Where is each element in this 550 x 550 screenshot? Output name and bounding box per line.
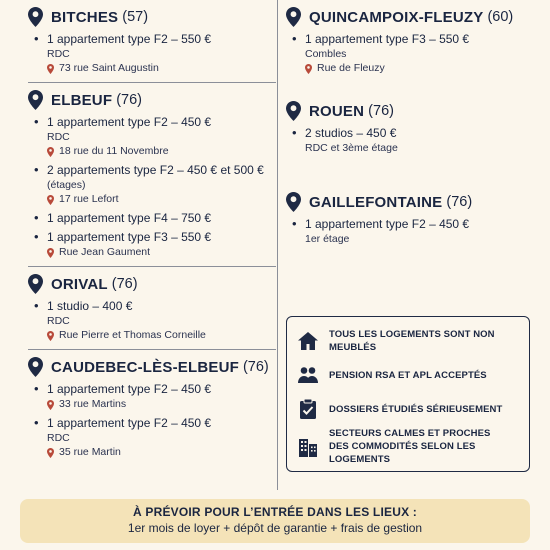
listing-detail: (étages) — [47, 179, 86, 191]
info-text: SECTEURS CALMES ET PROCHES DES COMMODITÉS SELON LES LOGEMENTS — [329, 428, 491, 465]
right-column — [286, 6, 536, 246]
listing-title: 1 appartement type F2 – 450 € — [47, 382, 212, 396]
location-pin-icon — [28, 274, 43, 294]
section-separator — [28, 349, 276, 350]
footer-banner — [20, 499, 530, 543]
section-separator — [28, 82, 276, 83]
listing-address — [47, 61, 276, 76]
listing-address — [47, 245, 276, 260]
listing-detail: RDC — [47, 48, 70, 60]
city-department: (76) — [111, 276, 138, 292]
listing-detail: RDC — [47, 432, 70, 444]
listing-item — [28, 114, 276, 159]
listing-detail: 1er étage — [305, 233, 350, 245]
address-pin-icon — [305, 64, 312, 74]
listing-item — [28, 381, 276, 412]
info-text: DOSSIERS ÉTUDIÉS SÉRIEUSEMENT — [329, 403, 503, 415]
location-pin-icon — [286, 192, 301, 212]
city-section — [286, 191, 536, 246]
listing-item — [28, 210, 276, 226]
address-text: 73 rue Saint Augustin — [59, 62, 159, 74]
address-pin-icon — [47, 147, 54, 157]
listing-item — [28, 229, 276, 260]
address-pin-icon — [47, 448, 54, 458]
city-section — [286, 100, 536, 155]
listing-item — [28, 162, 276, 207]
address-pin-icon — [47, 248, 54, 258]
bullet-icon: • — [292, 125, 297, 140]
listing-item — [286, 125, 536, 155]
bullet-icon: • — [34, 229, 39, 244]
info-text: PENSION RSA ET APL ACCEPTÉS — [329, 369, 487, 381]
listing-address — [47, 328, 276, 343]
address-text: 35 rue Martin — [59, 446, 121, 458]
address-text: Rue de Fleuzy — [317, 62, 385, 74]
city-department: (76) — [446, 194, 473, 210]
bullet-icon: • — [292, 31, 297, 46]
city-section — [28, 356, 276, 460]
city-department: (57) — [122, 9, 149, 25]
listing-title: 1 appartement type F2 – 450 € — [47, 115, 212, 129]
address-pin-icon — [47, 400, 54, 410]
listing-detail: Combles — [305, 48, 347, 60]
city-department: (60) — [487, 9, 514, 25]
listing-title: 1 studio – 400 € — [47, 299, 133, 313]
bullet-icon: • — [292, 216, 297, 231]
listing-title: 1 appartement type F2 – 450 € — [47, 416, 212, 430]
city-header — [28, 89, 276, 111]
info-row — [297, 393, 521, 425]
left-column — [28, 6, 276, 460]
address-text: 17 rue Lefort — [59, 193, 119, 205]
listing-item — [286, 31, 536, 76]
city-name: ORIVAL — [51, 275, 108, 293]
bullet-icon: • — [34, 381, 39, 396]
address-pin-icon — [47, 195, 54, 205]
listing-address — [47, 144, 276, 159]
listing-address — [47, 397, 276, 412]
listing-item — [286, 216, 536, 246]
listing-title: 2 appartements type F2 – 450 € et 500 € — [47, 163, 264, 177]
checklist-icon — [297, 398, 319, 420]
address-text: 18 rue du 11 Novembre — [59, 145, 169, 157]
address-text: Rue Pierre et Thomas Corneille — [59, 329, 206, 341]
buildings-icon — [297, 436, 319, 458]
city-section — [28, 89, 276, 267]
address-text: 33 rue Martins — [59, 398, 127, 410]
info-row — [297, 325, 521, 357]
address-pin-icon — [47, 331, 54, 341]
people-icon — [297, 364, 319, 386]
location-pin-icon — [28, 357, 43, 377]
column-divider — [277, 0, 278, 490]
listing-title: 1 appartement type F4 – 750 € — [47, 211, 212, 225]
city-name: GAILLEFONTAINE — [309, 193, 443, 211]
city-header — [286, 6, 536, 28]
listing-detail: RDC — [47, 315, 70, 327]
listing-title: 1 appartement type F3 – 550 € — [47, 230, 212, 244]
listing-detail: RDC et 3ème étage — [305, 142, 398, 154]
bullet-icon: • — [34, 210, 39, 225]
city-name: ROUEN — [309, 102, 365, 120]
listing-address — [47, 445, 276, 460]
listing-address — [305, 61, 536, 76]
address-text: Rue Jean Gaument — [59, 246, 151, 258]
city-name: ELBEUF — [51, 91, 113, 109]
footer-text: 1er mois de loyer + dépôt de garantie + frais de gestion — [127, 521, 423, 535]
info-text: TOUS LES LOGEMENTS SONT NON MEUBLÉS — [329, 329, 495, 353]
city-name: QUINCAMPOIX-FLEUZY — [309, 8, 484, 26]
city-name: BITCHES — [51, 8, 119, 26]
listing-item — [28, 31, 276, 76]
city-name: CAUDEBEC-LÈS-ELBEUF — [51, 358, 239, 376]
info-box — [286, 316, 530, 472]
listing-item — [28, 298, 276, 343]
bullet-icon: • — [34, 415, 39, 430]
listing-title: 1 appartement type F3 – 550 € — [305, 32, 470, 46]
section-separator — [28, 266, 276, 267]
city-department: (76) — [116, 92, 142, 108]
listing-title: 2 studios – 450 € — [305, 126, 397, 140]
city-section — [28, 273, 276, 350]
info-row — [297, 359, 521, 391]
listing-title: 1 appartement type F2 – 550 € — [47, 32, 212, 46]
bullet-icon: • — [34, 31, 39, 46]
bullet-icon: • — [34, 162, 39, 177]
location-pin-icon — [28, 7, 43, 27]
city-department: (76) — [242, 359, 269, 375]
footer-title: À PRÉVOIR POUR L’ENTRÉE DANS LES LIEUX : — [132, 505, 418, 519]
city-header — [286, 191, 536, 213]
location-pin-icon — [286, 101, 301, 121]
listing-title: 1 appartement type F2 – 450 € — [305, 217, 470, 231]
city-header — [28, 273, 276, 295]
city-section — [286, 6, 536, 76]
listing-detail: RDC — [47, 131, 70, 143]
bullet-icon: • — [34, 114, 39, 129]
location-pin-icon — [286, 7, 301, 27]
address-pin-icon — [47, 64, 54, 74]
info-row — [297, 427, 521, 466]
house-icon — [297, 330, 319, 352]
city-header — [28, 356, 276, 378]
city-department: (76) — [368, 103, 394, 119]
listing-address — [47, 192, 276, 207]
listing-item — [28, 415, 276, 460]
city-header — [28, 6, 276, 28]
city-header — [286, 100, 536, 122]
location-pin-icon — [28, 90, 43, 110]
city-section — [28, 6, 276, 83]
bullet-icon: • — [34, 298, 39, 313]
